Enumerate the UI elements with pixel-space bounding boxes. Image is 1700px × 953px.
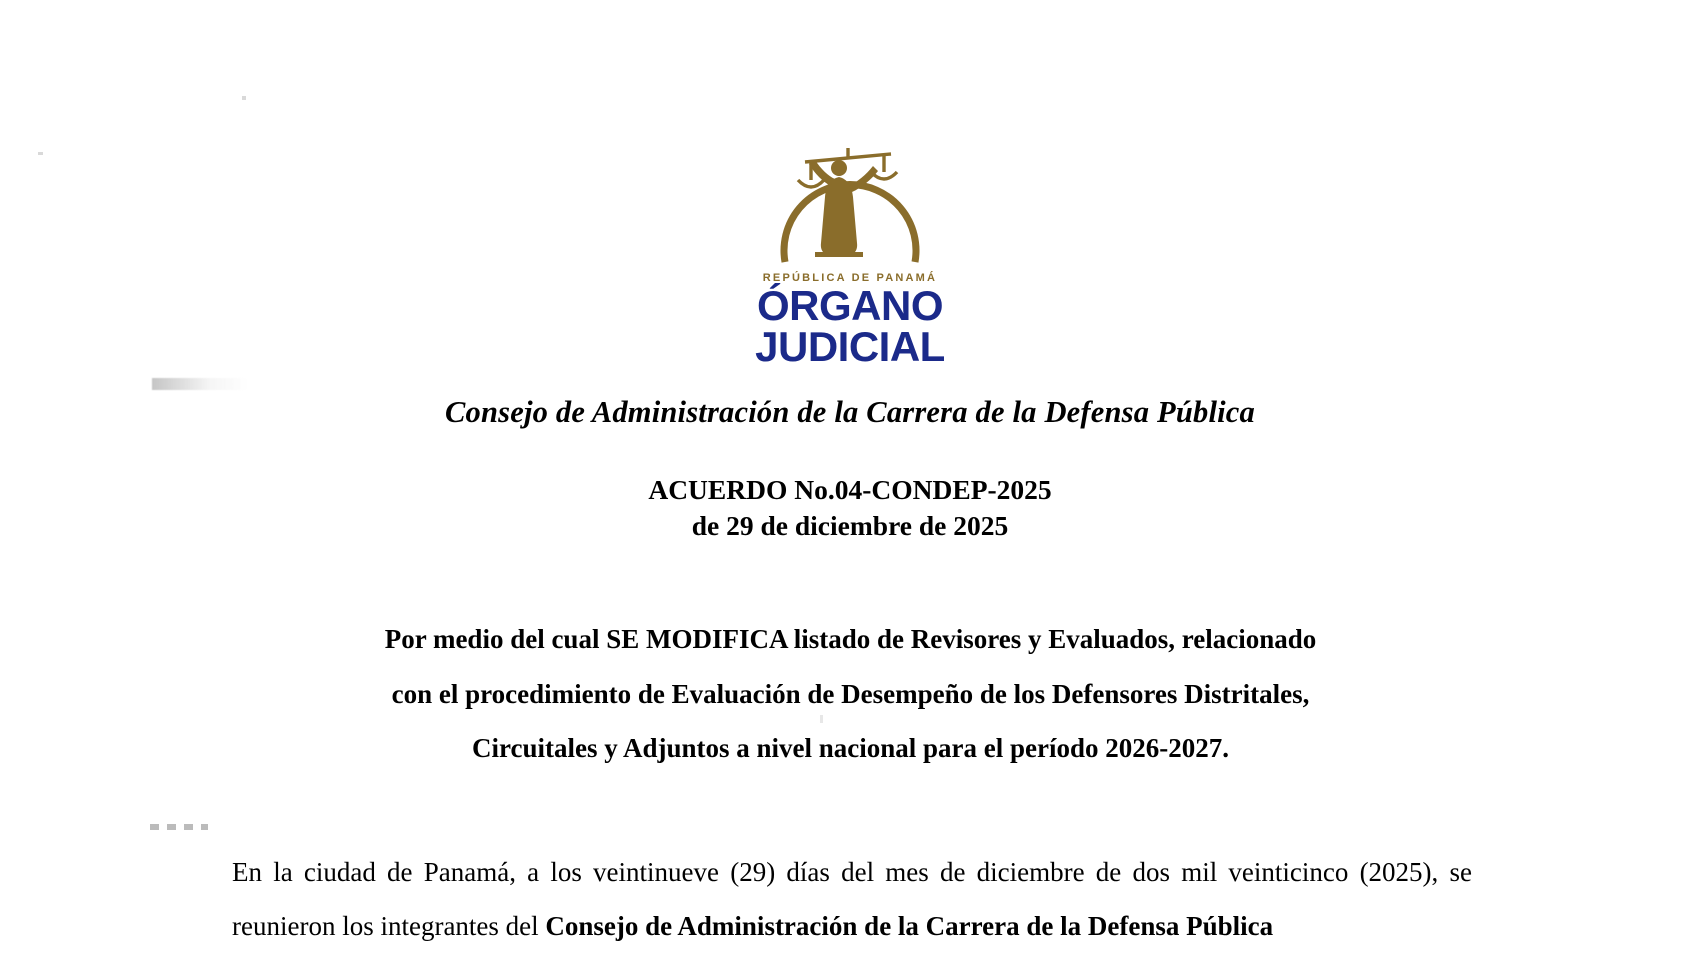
body-text-bold: Consejo de Administración de la Carrera de la Defensa Pública <box>545 911 1274 941</box>
emblem-word-organo: ÓRGANO <box>757 282 943 329</box>
scan-dashes <box>150 824 208 830</box>
council-title: Consejo de Administración de la Carrera de la Defensa Pública <box>444 395 1255 429</box>
scales-of-justice-icon <box>765 140 935 270</box>
body-text-part-1: En la ciudad de Panamá, a los veintinueve (29) días del mes de diciembre de dos mil veinticinco (2025), se reunieron los integrantes del <box>232 857 1472 941</box>
acuerdo-heading <box>0 472 1700 545</box>
subject-line-2: con el procedimiento de Evaluación de Desempeño de los Defensores Distritales, <box>391 678 1310 709</box>
emblem-caption: REPÚBLICA DE PANAMÁ <box>762 272 938 284</box>
emblem-word-judicial: JUDICIAL <box>755 323 945 371</box>
organo-judicial-logo <box>0 140 1700 371</box>
body-paragraph <box>232 845 1472 953</box>
scan-speck <box>242 96 246 100</box>
scan-smudge <box>152 378 248 390</box>
acuerdo-date: de 29 de diciembre de 2025 <box>691 510 1009 542</box>
acuerdo-number: ACUERDO No.04-CONDEP-2025 <box>648 474 1052 505</box>
acuerdo-subject <box>248 612 1453 776</box>
subject-line-3: Circuitales y Adjuntos a nivel nacional para el período 2026-2027. <box>471 733 1230 764</box>
subject-line-1: Por medio del cual SE MODIFICA listado de Revisores y Evaluados, relacionado <box>384 624 1317 654</box>
